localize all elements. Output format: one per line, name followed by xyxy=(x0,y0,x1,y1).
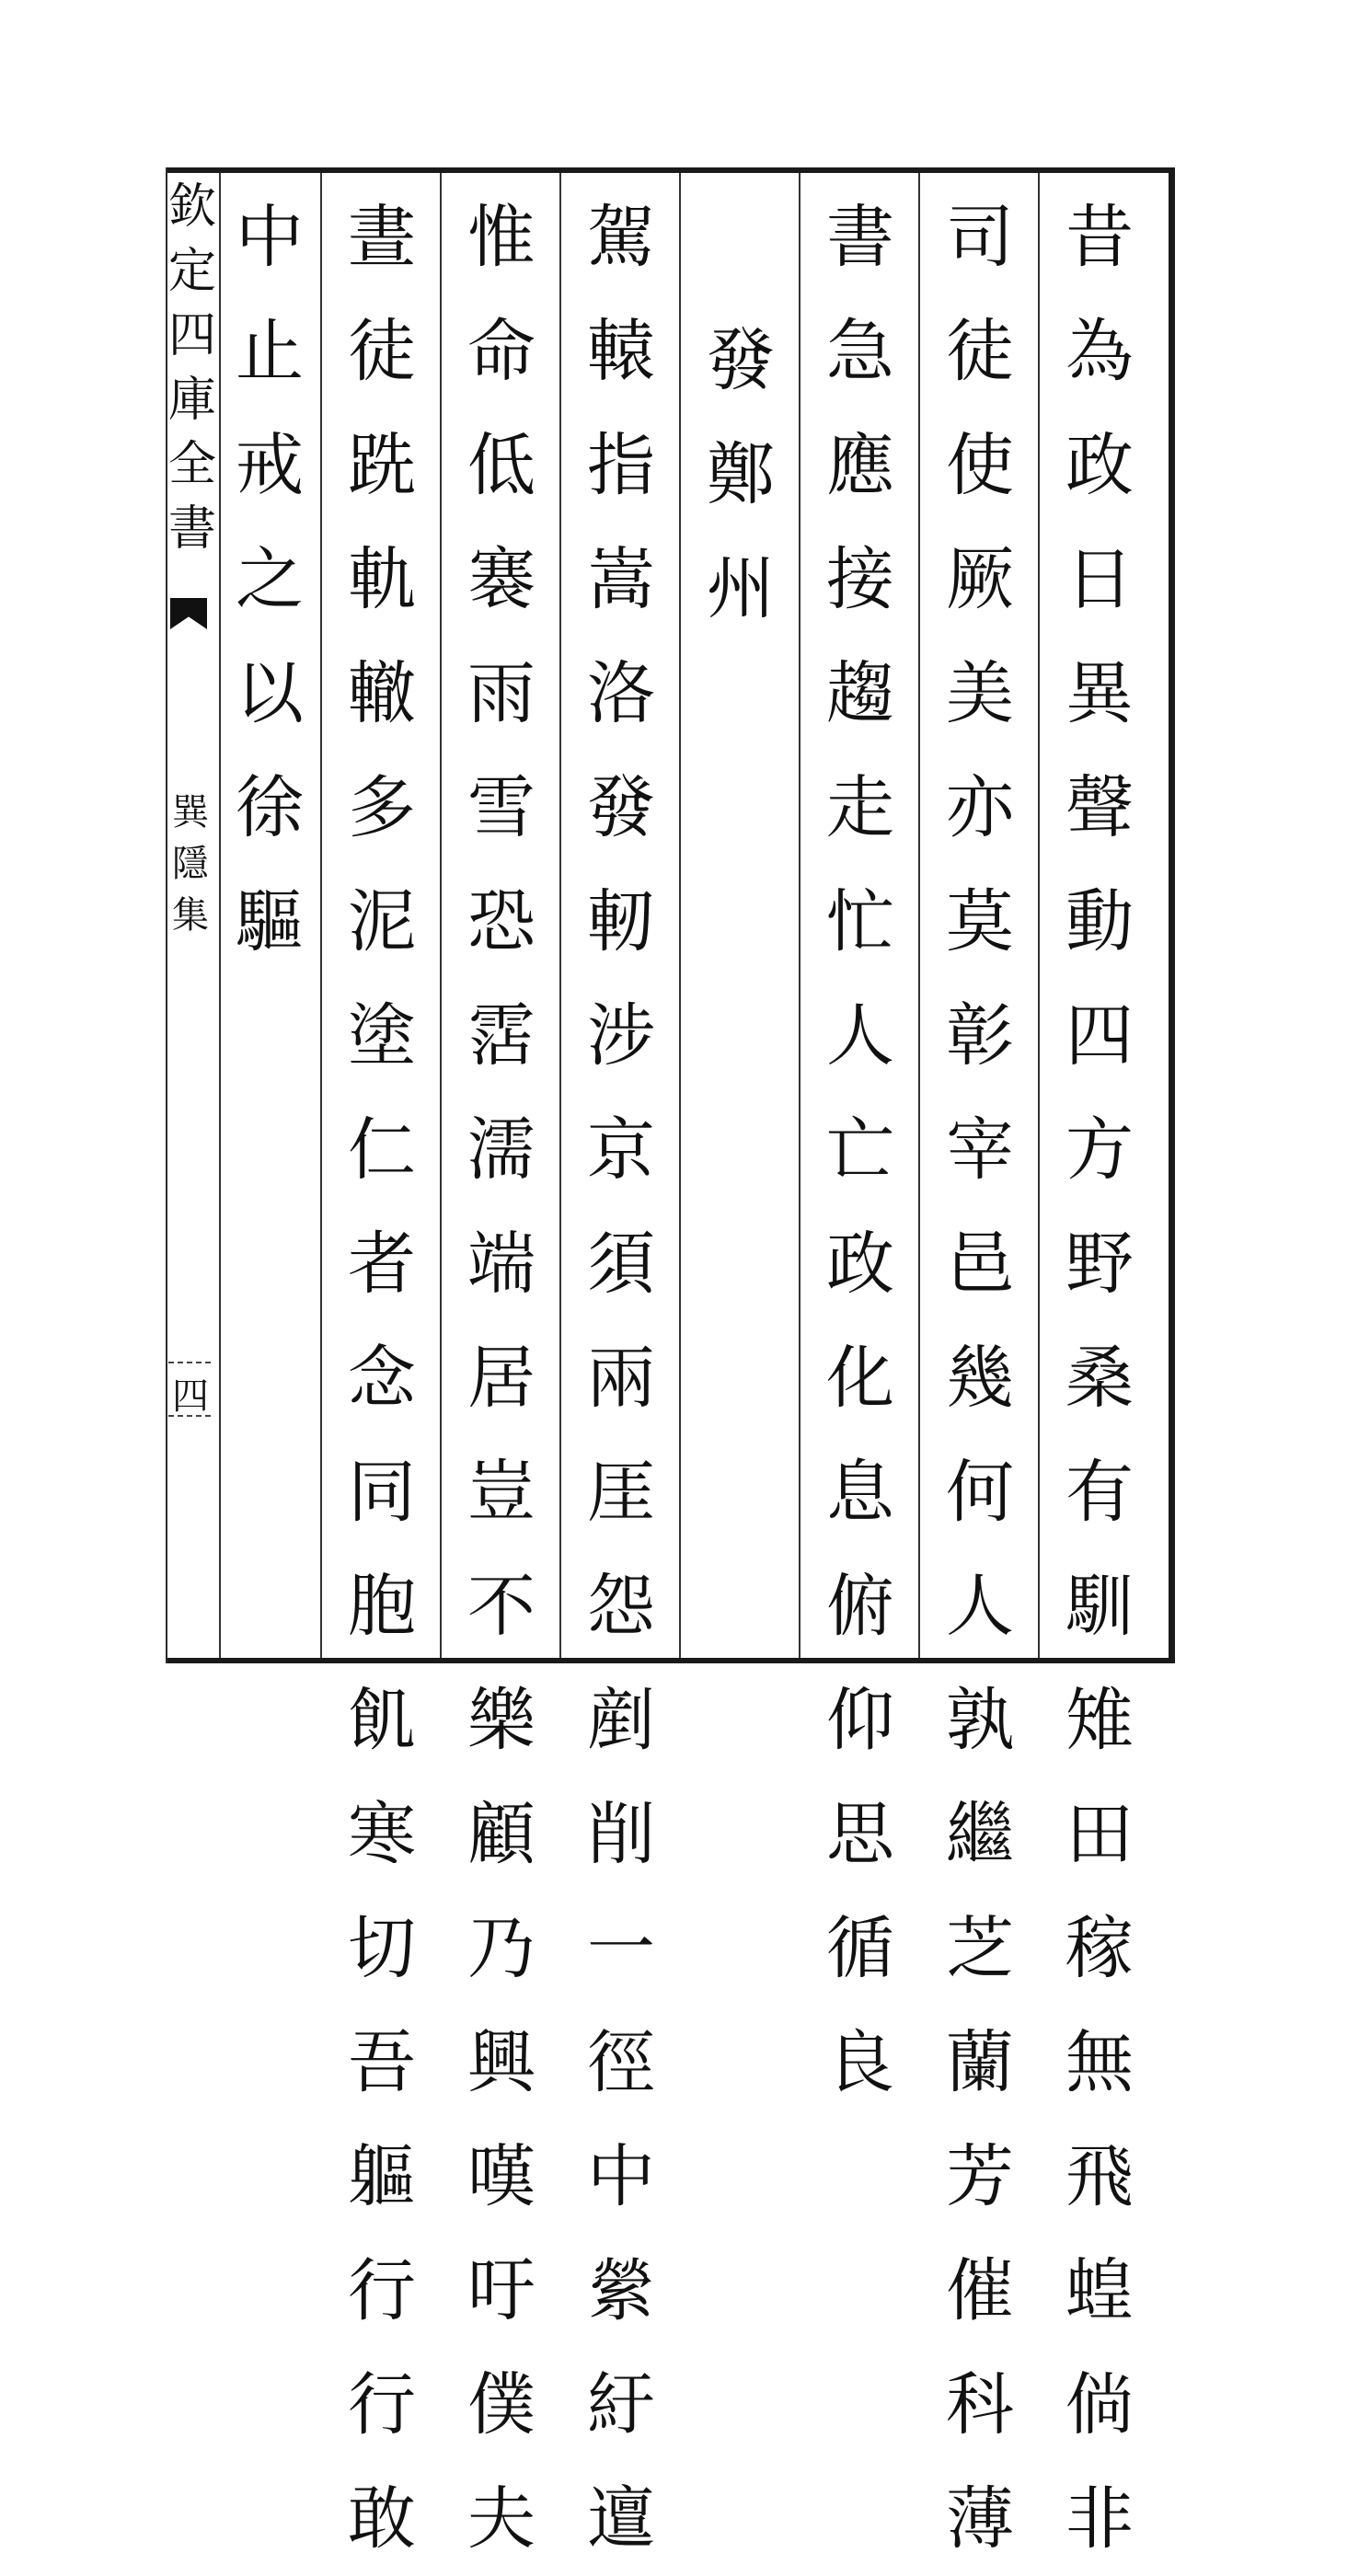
page-number-rule-top xyxy=(168,1362,211,1364)
text-character: 邅 xyxy=(587,2479,655,2559)
text-character: 州 xyxy=(707,549,775,628)
text-character: 京 xyxy=(587,1110,655,1190)
text-character: 命 xyxy=(467,312,536,391)
text-character: 四 xyxy=(1065,996,1134,1075)
text-character: 之 xyxy=(236,540,304,619)
text-character: 科 xyxy=(946,2365,1014,2444)
text-character: 息 xyxy=(826,1453,894,1532)
text-character: 俯 xyxy=(826,1567,894,1646)
text-character: 止 xyxy=(236,312,304,391)
collection-title-character: 全 xyxy=(168,437,217,492)
text-character: 有 xyxy=(1065,1453,1134,1532)
text-character: 趨 xyxy=(826,654,894,733)
text-character: 倘 xyxy=(1065,2365,1134,2444)
text-character: 晝 xyxy=(348,198,416,277)
text-character: 不 xyxy=(467,1567,536,1646)
collection-title-character: 四 xyxy=(168,308,217,363)
text-character: 以 xyxy=(236,654,304,733)
text-character: 乃 xyxy=(467,1909,536,1988)
text-character: 徒 xyxy=(946,312,1014,391)
text-character: 指 xyxy=(587,426,655,505)
column-rule xyxy=(320,173,322,1658)
text-character: 發 xyxy=(707,321,775,400)
text-character: 徑 xyxy=(587,2023,655,2102)
text-character: 亦 xyxy=(946,768,1014,847)
text-character: 美 xyxy=(946,654,1014,733)
text-character: 人 xyxy=(946,1567,1014,1646)
text-character: 中 xyxy=(587,2137,655,2216)
text-character: 低 xyxy=(467,426,536,505)
text-character: 戒 xyxy=(236,426,304,505)
volume-title-character: 巽 xyxy=(172,791,209,834)
text-character: 野 xyxy=(1065,1225,1134,1304)
text-character: 縈 xyxy=(587,2251,655,2330)
text-character: 轅 xyxy=(587,312,655,391)
text-character: 洛 xyxy=(587,654,655,733)
text-character: 怨 xyxy=(587,1567,655,1646)
text-character: 恐 xyxy=(467,882,536,961)
text-character: 何 xyxy=(946,1453,1014,1532)
text-character: 繼 xyxy=(946,1795,1014,1874)
text-character: 念 xyxy=(348,1339,416,1418)
text-character: 邑 xyxy=(946,1225,1014,1304)
text-column-3 xyxy=(821,180,900,2120)
collection-title xyxy=(168,175,217,561)
volume-title-character: 隱 xyxy=(172,843,209,885)
text-character: 厓 xyxy=(587,1453,655,1532)
text-character: 吾 xyxy=(348,2023,416,2102)
text-character: 軌 xyxy=(348,540,416,619)
text-character: 興 xyxy=(467,2023,536,2102)
text-character: 人 xyxy=(826,996,894,1075)
text-character: 中 xyxy=(236,198,304,277)
text-character: 僕 xyxy=(467,2365,536,2444)
text-character: 蘭 xyxy=(946,2023,1014,2102)
text-character: 胞 xyxy=(348,1567,416,1646)
text-character: 剷 xyxy=(587,1681,655,1760)
column-rule xyxy=(799,173,800,1658)
text-character: 寒 xyxy=(348,1795,416,1874)
text-character: 兩 xyxy=(587,1339,655,1418)
text-character: 催 xyxy=(946,2251,1014,2330)
column-rule xyxy=(219,173,221,1658)
collection-title-character: 庫 xyxy=(168,373,217,428)
collection-title-character: 欽 xyxy=(168,179,217,235)
text-character: 駕 xyxy=(587,198,655,277)
text-character: 仁 xyxy=(348,1110,416,1190)
text-character: 良 xyxy=(826,2023,894,2102)
text-character: 司 xyxy=(946,198,1014,277)
text-character: 薄 xyxy=(946,2479,1014,2559)
text-character: 紆 xyxy=(587,2365,655,2444)
text-character: 雉 xyxy=(1065,1681,1134,1760)
text-character: 飢 xyxy=(348,1681,416,1760)
text-character: 芳 xyxy=(946,2137,1014,2216)
text-character: 馴 xyxy=(1065,1567,1134,1646)
text-character: 顧 xyxy=(467,1795,536,1874)
text-character: 幾 xyxy=(946,1339,1014,1418)
text-character: 夫 xyxy=(467,2479,536,2559)
collection-title-character: 定 xyxy=(168,244,217,299)
text-character: 軀 xyxy=(348,2137,416,2216)
text-character: 嘆 xyxy=(467,2137,536,2216)
text-character: 彰 xyxy=(946,996,1014,1075)
text-character: 思 xyxy=(826,1795,894,1874)
column-rule xyxy=(679,173,681,1658)
text-character: 為 xyxy=(1065,312,1134,391)
text-character: 豈 xyxy=(467,1453,536,1532)
poem-title-column xyxy=(701,304,780,646)
text-character: 行 xyxy=(348,2251,416,2330)
text-character: 行 xyxy=(348,2365,416,2444)
page-number: 四 xyxy=(172,1375,209,1418)
text-character: 多 xyxy=(348,768,416,847)
text-character: 居 xyxy=(467,1339,536,1418)
text-character: 跣 xyxy=(348,426,416,505)
volume-title-character: 集 xyxy=(172,894,209,937)
text-column-8 xyxy=(230,180,309,979)
text-column-1 xyxy=(1060,180,1139,2576)
column-rule xyxy=(1038,173,1040,1658)
text-character: 政 xyxy=(826,1225,894,1304)
text-column-5 xyxy=(582,180,661,2576)
text-character: 樂 xyxy=(467,1681,536,1760)
volume-title xyxy=(170,787,211,941)
text-character: 化 xyxy=(826,1339,894,1418)
text-character: 稼 xyxy=(1065,1909,1134,1988)
text-character: 動 xyxy=(1065,882,1134,961)
text-character: 轍 xyxy=(348,654,416,733)
text-character: 接 xyxy=(826,540,894,619)
page-number-rule-bottom xyxy=(168,1415,211,1418)
text-character: 發 xyxy=(587,768,655,847)
text-character: 雨 xyxy=(467,654,536,733)
text-character: 政 xyxy=(1065,426,1134,505)
text-character: 切 xyxy=(348,1909,416,1988)
column-rule xyxy=(440,173,442,1658)
text-character: 須 xyxy=(587,1225,655,1304)
text-character: 走 xyxy=(826,768,894,847)
text-character: 蝗 xyxy=(1065,2251,1134,2330)
text-character: 徐 xyxy=(236,768,304,847)
text-character: 濡 xyxy=(467,1110,536,1190)
text-character: 田 xyxy=(1065,1795,1134,1874)
text-character: 塗 xyxy=(348,996,416,1075)
text-character: 仰 xyxy=(826,1681,894,1760)
text-character: 削 xyxy=(587,1795,655,1874)
column-rule xyxy=(918,173,920,1658)
text-character: 飛 xyxy=(1065,2137,1134,2216)
text-character: 者 xyxy=(348,1225,416,1304)
text-character: 霑 xyxy=(467,996,536,1075)
text-character: 同 xyxy=(348,1453,416,1532)
collection-title-character: 書 xyxy=(168,501,217,557)
text-character: 驅 xyxy=(236,882,304,961)
text-character: 鄭 xyxy=(707,435,775,514)
text-character: 孰 xyxy=(946,1681,1014,1760)
text-character: 吁 xyxy=(467,2251,536,2330)
text-character: 無 xyxy=(1065,2023,1134,2102)
text-column-2 xyxy=(940,180,1019,2576)
text-character: 雪 xyxy=(467,768,536,847)
text-character: 方 xyxy=(1065,1110,1134,1190)
column-rule xyxy=(559,173,561,1658)
text-character: 軔 xyxy=(587,882,655,961)
text-character: 急 xyxy=(826,312,894,391)
text-character: 芝 xyxy=(946,1909,1014,1988)
text-character: 循 xyxy=(826,1909,894,1988)
text-character: 惟 xyxy=(467,198,536,277)
margin-left-rule xyxy=(166,167,167,1663)
text-character: 徒 xyxy=(348,312,416,391)
text-character: 厥 xyxy=(946,540,1014,619)
text-character: 使 xyxy=(946,426,1014,505)
text-character: 亡 xyxy=(826,1110,894,1190)
text-column-6 xyxy=(462,180,541,2576)
text-character: 日 xyxy=(1065,540,1134,619)
text-character: 端 xyxy=(467,1225,536,1304)
text-character: 桑 xyxy=(1065,1339,1134,1418)
text-character: 嵩 xyxy=(587,540,655,619)
text-character: 莫 xyxy=(946,882,1014,961)
text-column-7 xyxy=(342,180,421,2576)
text-character: 一 xyxy=(587,1909,655,1988)
text-character: 忙 xyxy=(826,882,894,961)
text-character: 涉 xyxy=(587,996,655,1075)
text-character: 非 xyxy=(1065,2479,1134,2559)
text-character: 敢 xyxy=(348,2479,416,2559)
text-character: 泥 xyxy=(348,882,416,961)
text-character: 書 xyxy=(826,198,894,277)
text-character: 異 xyxy=(1065,654,1134,733)
text-character: 昔 xyxy=(1065,198,1134,277)
text-character: 應 xyxy=(826,426,894,505)
text-character: 聲 xyxy=(1065,768,1134,847)
text-character: 宰 xyxy=(946,1110,1014,1190)
text-character: 褰 xyxy=(467,540,536,619)
page-frame xyxy=(166,167,1175,1663)
